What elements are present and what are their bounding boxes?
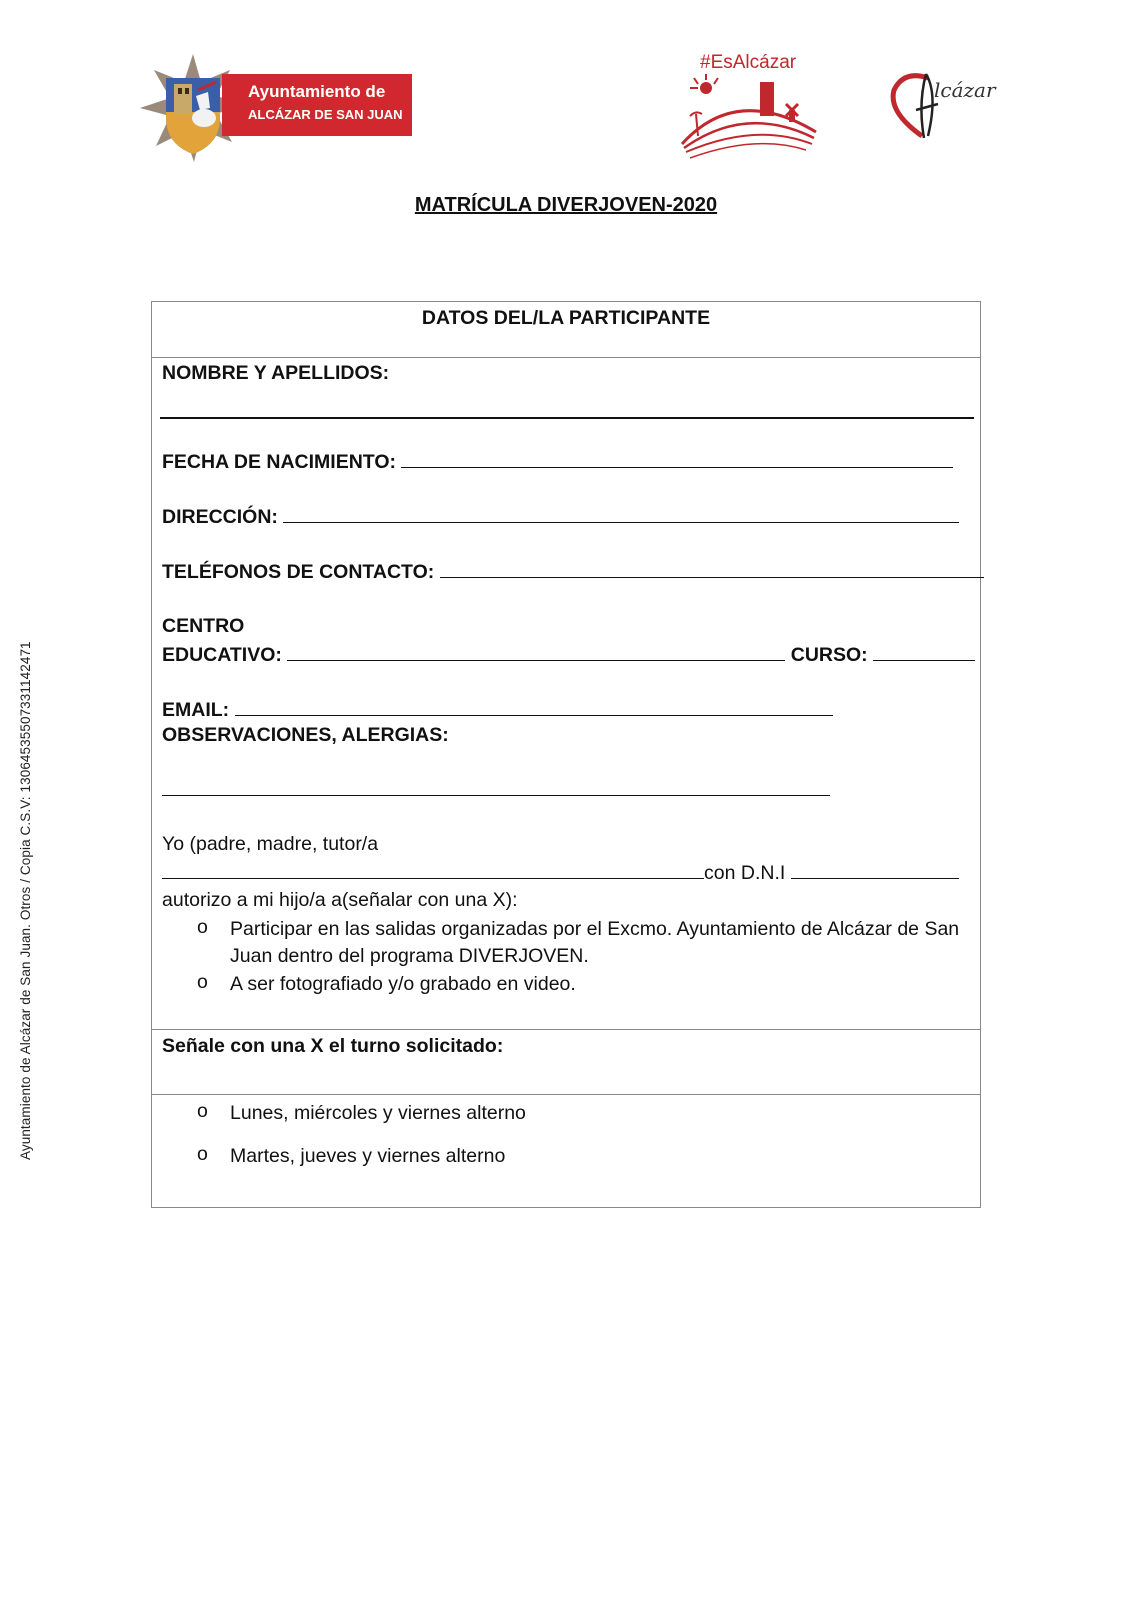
esalcazar-logo: [676, 52, 826, 164]
turno-label: Señale con una X el turno solicitado:: [162, 1035, 504, 1057]
telefonos-field[interactable]: [440, 560, 984, 578]
ayuntamiento-name-line2: ALCÁZAR DE SAN JUAN: [248, 107, 403, 122]
divider: [152, 1029, 980, 1030]
ayuntamiento-name-line1: Ayuntamiento de: [248, 82, 386, 101]
direccion-label: DIRECCIÓN:: [162, 506, 278, 528]
auth-option-2-text: A ser fotografiado y/o grabado en video.: [230, 973, 576, 995]
nombre-label: NOMBRE Y APELLIDOS:: [162, 362, 390, 384]
email-field[interactable]: [235, 698, 833, 716]
centro-label-line1: CENTRO: [162, 615, 245, 637]
fecha-field[interactable]: [401, 450, 953, 468]
observaciones-row: [162, 778, 830, 802]
yo-text: Yo (padre, madre, tutor/a: [162, 833, 379, 855]
centro-field[interactable]: [287, 643, 785, 661]
direccion-field[interactable]: [283, 505, 959, 523]
auth-option-2-checkbox[interactable]: o: [197, 971, 208, 993]
observaciones-field[interactable]: [162, 778, 830, 796]
auth-option-1-checkbox[interactable]: o: [197, 916, 208, 938]
participant-section-header: DATOS DEL/LA PARTICIPANTE: [421, 307, 711, 329]
ayuntamiento-logo: [138, 52, 418, 164]
tutor-name-field[interactable]: [162, 861, 704, 879]
auth-option-1-text: Participar en las salidas organizadas por el Excmo. Ayuntamiento de Alcázar de San Juan dentro del programa DIVERJOVEN.: [230, 918, 960, 967]
turno-option-1-checkbox[interactable]: o: [197, 1100, 208, 1122]
curso-field[interactable]: [873, 643, 975, 661]
autorizo-text: autorizo a mi hijo/a a(señalar con una X):: [162, 889, 518, 911]
dni-field[interactable]: [791, 861, 959, 879]
esalcazar-hashtag: #EsAlcázar: [700, 52, 797, 73]
turno-option-2-checkbox[interactable]: o: [197, 1143, 208, 1165]
page-title: [0, 194, 1132, 217]
ayuntamiento-banner: [222, 74, 412, 136]
email-label: EMAIL:: [162, 699, 230, 721]
nombre-field[interactable]: [160, 417, 974, 419]
email-row: [162, 698, 833, 722]
heart-a-icon: [888, 64, 998, 144]
turno-option-2-text: Martes, jueves y viernes alterno: [230, 1145, 506, 1167]
telefonos-label: TELÉFONOS DE CONTACTO:: [162, 561, 435, 583]
centro-row: [162, 643, 975, 667]
fecha-row: [162, 450, 953, 474]
page-title-text: MATRÍCULA DIVERJOVEN-2020: [414, 194, 718, 216]
side-csv-text: Ayuntamiento de Alcázar de San Juan. Otros / Copia C.S.V: 13064535507331142471: [18, 641, 33, 1160]
direccion-row: [162, 505, 959, 529]
divider: [152, 357, 980, 358]
alcazar-heart-logo: [888, 64, 998, 144]
tutor-row: [162, 861, 959, 885]
centro-label-line2: EDUCATIVO:: [162, 644, 282, 666]
turno-option-1-text: Lunes, miércoles y viernes alterno: [230, 1102, 526, 1124]
alcazar-logo-text: lcázar: [934, 78, 996, 102]
curso-label: CURSO:: [790, 644, 868, 666]
observaciones-label: OBSERVACIONES, ALERGIAS:: [162, 724, 449, 746]
dni-label: con D.N.I: [704, 862, 786, 884]
participant-form: [151, 301, 981, 1208]
divider: [152, 1094, 980, 1095]
fecha-label: FECHA DE NACIMIENTO:: [162, 451, 396, 473]
telefonos-row: [162, 560, 984, 584]
landscape-windmill-icon: [676, 74, 826, 162]
